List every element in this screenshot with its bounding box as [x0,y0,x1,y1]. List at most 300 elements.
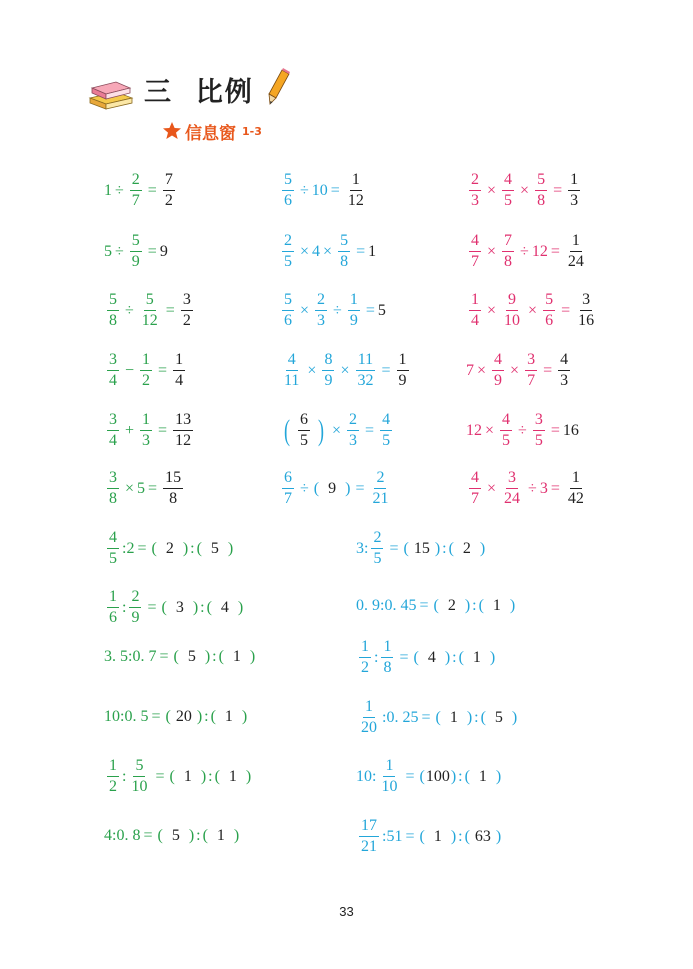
fraction [469,172,481,209]
ratio-a5 [104,758,253,795]
term: : [380,597,385,614]
denominator: 4 [109,432,117,449]
fraction [107,758,119,795]
denominator: 9 [398,372,407,389]
answer-blank [207,599,244,617]
answer-blank [169,768,206,786]
term: ( [419,827,425,845]
denominator: 16 [578,312,595,329]
fraction [502,172,514,209]
answer: 5 [187,648,196,665]
term: ) [188,827,195,844]
numerator: 2 [130,172,142,191]
term: ( [435,708,441,726]
denominator: 8 [383,659,392,676]
term: ( [433,597,439,614]
denominator: 8 [340,253,349,270]
denominator: 6 [109,609,117,626]
numerator: 13 [173,412,193,431]
answer-blank [157,827,194,845]
equation-r2c1 [104,233,168,270]
operator: = [389,539,399,557]
star-icon [162,121,182,141]
operator: + [125,421,135,439]
term: ( [448,539,454,557]
denominator: 3 [349,432,358,449]
answer-blank [165,708,202,726]
term: 0. 7 [132,648,157,665]
equation-r5c2 [279,412,395,449]
operator: × [307,361,317,379]
term: 0. 5 [124,708,149,725]
numerator: 5 [130,233,142,252]
operator: = [355,479,365,497]
term: : [474,708,479,726]
numerator: 5 [535,172,547,191]
answer-blank [479,597,516,615]
operator: = [365,301,375,319]
term: ( [173,648,179,665]
term: : [190,539,195,557]
fraction [338,233,350,270]
term: ( [413,648,419,666]
answer: 1 [183,767,192,785]
term: 12 [531,242,548,260]
numerator: 3 [525,352,537,371]
denominator: 8 [504,253,513,270]
term: : [122,767,127,785]
term: : [458,827,463,845]
term: 0. 25 [386,708,419,726]
operator: = [365,421,375,439]
term: ) [237,598,244,616]
term: 0. 9 [356,597,380,614]
fraction [535,172,547,209]
answer: 9 [159,242,168,260]
answer: 1 [228,767,237,785]
answer-blank [435,709,472,727]
fraction [315,292,327,329]
fraction [469,233,481,270]
answer: 5 [494,708,503,726]
answer-blank [413,649,450,667]
equation-r4c2 [279,352,412,389]
numerator: 3 [107,352,119,371]
numerator: 4 [286,352,298,371]
numerator: 1 [363,699,375,718]
fraction [371,530,383,567]
denominator: 2 [109,778,117,795]
answer: 1 [368,242,377,260]
term: 4 [104,827,112,844]
answer [163,172,175,209]
numerator: 7 [163,172,175,191]
term: 10 [311,181,328,199]
operator: ÷ [300,479,309,497]
answer-blank [211,708,248,726]
denominator: 24 [504,490,521,507]
denominator: 10 [381,778,398,795]
operator: × [487,181,497,199]
term: 12 [466,421,482,439]
answer: 15 [413,539,430,557]
fraction [379,758,399,795]
answer [558,352,570,389]
answer-blank [161,599,198,617]
denominator: 5 [300,432,308,449]
denominator: 8 [169,490,178,507]
answer: 63 [474,827,491,845]
numerator: 1 [350,172,362,191]
term: ( [313,479,320,497]
fraction [140,352,152,389]
operator: = [147,598,157,616]
fraction [322,352,334,389]
term: ) [182,539,189,557]
fraction [282,292,294,329]
numerator: 4 [502,172,514,191]
term: 51 [386,827,403,845]
denominator: 9 [494,372,503,389]
term: : [442,539,447,557]
term: 4 [312,242,321,260]
answer: 1 [216,827,225,844]
answer: 9 [328,479,337,497]
operator: − [125,361,135,379]
denominator: 10 [504,312,521,329]
operator: ÷ [333,301,342,319]
term: ) [233,827,240,844]
term: ) [345,479,351,497]
numerator: 3 [107,412,119,431]
term: 2 [126,539,135,557]
equation-r1c1 [104,172,178,209]
answer: 5 [377,301,386,319]
fraction [492,352,504,389]
denominator: 4 [471,312,479,329]
denominator: 21 [361,838,377,855]
denominator: 12 [175,432,192,449]
term: ) [241,708,248,725]
operator: = [421,708,431,726]
term: : [204,708,209,725]
term: 10 [104,708,120,725]
operator: × [323,242,333,260]
equation-r6c3 [466,470,589,507]
numerator: 6 [282,470,294,489]
denominator: 6 [284,192,292,209]
term: ) [464,597,471,614]
operator: = [147,181,157,199]
operator: = [405,767,415,785]
operator: = [356,242,366,260]
denominator: 42 [567,490,584,507]
numerator: 4 [500,412,512,431]
ratio-a2 [104,589,245,626]
numerator: 1 [348,292,360,311]
info-window-range: 1-3 [242,124,262,138]
numerator: 5 [543,292,555,311]
numerator: 4 [107,530,119,549]
term: ( [157,827,163,844]
term: 3. 5 [104,648,128,665]
operator: × [487,301,497,319]
term: ( [218,648,224,665]
numerator: 5 [338,233,350,252]
answer: 1 [472,648,481,666]
fraction [525,352,537,389]
page-number: 33 [339,904,354,919]
term: : [472,597,477,614]
fraction [380,412,392,449]
numerator: 3 [107,470,119,489]
denominator: 5 [382,432,391,449]
fraction [282,233,294,270]
operator: ÷ [115,181,124,199]
answer-blank [465,768,502,786]
answer-blank [151,540,188,558]
numerator: 1 [469,292,481,311]
answer: 5 [210,539,219,557]
term: 7 [466,361,474,379]
operator: ÷ [528,479,537,497]
operator: = [148,479,158,497]
term: ) [450,767,457,785]
term: : [120,708,125,725]
answer-blank [465,828,502,846]
denominator: 5 [504,192,513,209]
answer: 2 [447,597,456,614]
denominator: 4 [109,372,117,389]
pencil-icon [266,68,292,106]
equation-r5c1 [104,412,196,449]
numerator: 4 [469,470,481,489]
operator: × [477,361,487,379]
term: 3 [356,539,364,557]
term: : [112,827,117,844]
operator: × [300,242,310,260]
answer-blank [215,768,252,786]
term: ( [478,597,484,614]
denominator: 24 [567,253,584,270]
operator: × [485,421,495,439]
denominator: 21 [372,490,389,507]
answer: 1 [449,708,458,726]
numerator: 11 [356,352,375,371]
operator: ÷ [518,421,527,439]
term: : [452,648,457,666]
operator: = [550,479,560,497]
denominator: 9 [131,253,140,270]
ratio-a6 [104,827,241,845]
numerator: 17 [359,818,379,837]
answer-blank [433,597,470,615]
operator: × [340,361,350,379]
denominator: 9 [349,312,358,329]
operator: = [399,648,409,666]
answer-blank [173,648,210,666]
denominator: 3 [317,312,326,329]
term: : [128,648,133,665]
numerator: 2 [374,470,386,489]
numerator: 1 [568,172,580,191]
answer: 2 [165,539,174,557]
numerator: 1 [140,412,152,431]
answer: 20 [175,708,192,725]
fraction [107,589,119,626]
fraction [502,233,514,270]
operator: = [158,421,168,439]
operator: × [125,479,135,497]
denominator: 5 [109,550,117,567]
fraction [140,412,152,449]
term: 10 [356,767,372,785]
answer: 1 [492,597,501,614]
operator: = [550,242,560,260]
operator: = [543,361,553,379]
answer [397,352,409,389]
term: ( [464,767,470,785]
answer-blank [419,828,456,846]
denominator: 6 [284,312,292,329]
term: ) [450,827,457,845]
term: ) [466,708,473,726]
term: ( [161,598,167,616]
answer: 1 [433,827,442,845]
numerator: 3 [580,292,592,311]
operator: = [381,361,391,379]
term: ( [464,827,470,845]
equation-r3c2 [279,292,386,329]
fraction [282,352,301,389]
operator: ÷ [125,301,134,319]
numerator: 4 [380,412,392,431]
term: ( [196,539,202,557]
operator: = [561,301,571,319]
fraction [469,470,481,507]
term: ( [214,767,220,785]
numerator: 9 [506,292,518,311]
answer [298,412,310,449]
answer: 4 [220,598,229,616]
numerator: 1 [570,470,582,489]
denominator: 5 [284,253,292,270]
fraction [282,172,294,209]
term: 1 [104,181,112,199]
term: ) [434,539,441,557]
numerator: 1 [397,352,409,371]
denominator: 5 [502,432,511,449]
fraction [502,292,522,329]
numerator: 1 [381,639,393,658]
denominator: 3 [560,372,569,389]
term: 0. 45 [384,597,417,614]
denominator: 2 [142,372,151,389]
fraction [107,292,119,329]
answer: 1 [224,708,233,725]
answer: 16 [562,421,579,439]
numerator: 1 [107,758,119,777]
term: ) [511,708,518,726]
answer [576,292,596,329]
term: ) [509,597,516,614]
operator: × [520,181,530,199]
numerator: 2 [347,412,359,431]
denominator: 5 [534,432,543,449]
operator: = [405,827,415,845]
answer-blank [459,649,496,667]
answer [163,470,183,507]
numerator: 5 [133,758,145,777]
ratio-a1 [104,530,235,567]
term: ) [444,648,451,666]
numerator: 4 [558,352,570,371]
denominator: 7 [284,490,292,507]
term: : [374,648,379,666]
numerator: 8 [322,352,334,371]
numerator: 1 [173,352,185,371]
answer: 4 [427,648,436,666]
denominator: 20 [361,719,377,736]
operator: × [510,361,520,379]
numerator: 3 [533,412,545,431]
term: ) [204,648,211,665]
answer-blank [219,648,256,666]
denominator: 8 [109,490,117,507]
numerator: 6 [298,412,310,431]
numerator: 5 [282,292,294,311]
fraction [107,530,119,567]
fraction [282,470,294,507]
term: 0. 8 [116,827,141,844]
fraction [140,292,160,329]
term: : [458,767,463,785]
operator: = [553,181,563,199]
denominator: 10 [131,778,148,795]
equation-r3c3 [466,292,599,329]
books-icon [86,76,136,110]
term: ) [196,708,203,725]
answer: 5 [171,827,180,844]
answer-blank [481,709,518,727]
denominator: 7 [527,372,536,389]
term: : [212,648,217,665]
fraction [533,412,545,449]
answer [181,292,193,329]
term: ) [479,539,486,557]
term: ( [403,539,409,557]
term: ) [489,648,496,666]
denominator: 8 [537,192,546,209]
numerator: 1 [383,758,395,777]
term: ) [249,648,256,665]
term: ) [200,767,207,785]
fraction [359,699,379,736]
answer: 1 [232,648,241,665]
operator: × [300,301,310,319]
fraction [107,412,119,449]
term: : [208,767,213,785]
denominator: 3 [471,192,479,209]
denominator: 12 [141,312,158,329]
numerator: 5 [107,292,119,311]
numerator: 1 [140,352,152,371]
operator: = [158,361,168,379]
ratio-a4 [104,708,249,726]
numerator: 5 [144,292,156,311]
term: ( [480,708,486,726]
denominator: 7 [471,253,479,270]
